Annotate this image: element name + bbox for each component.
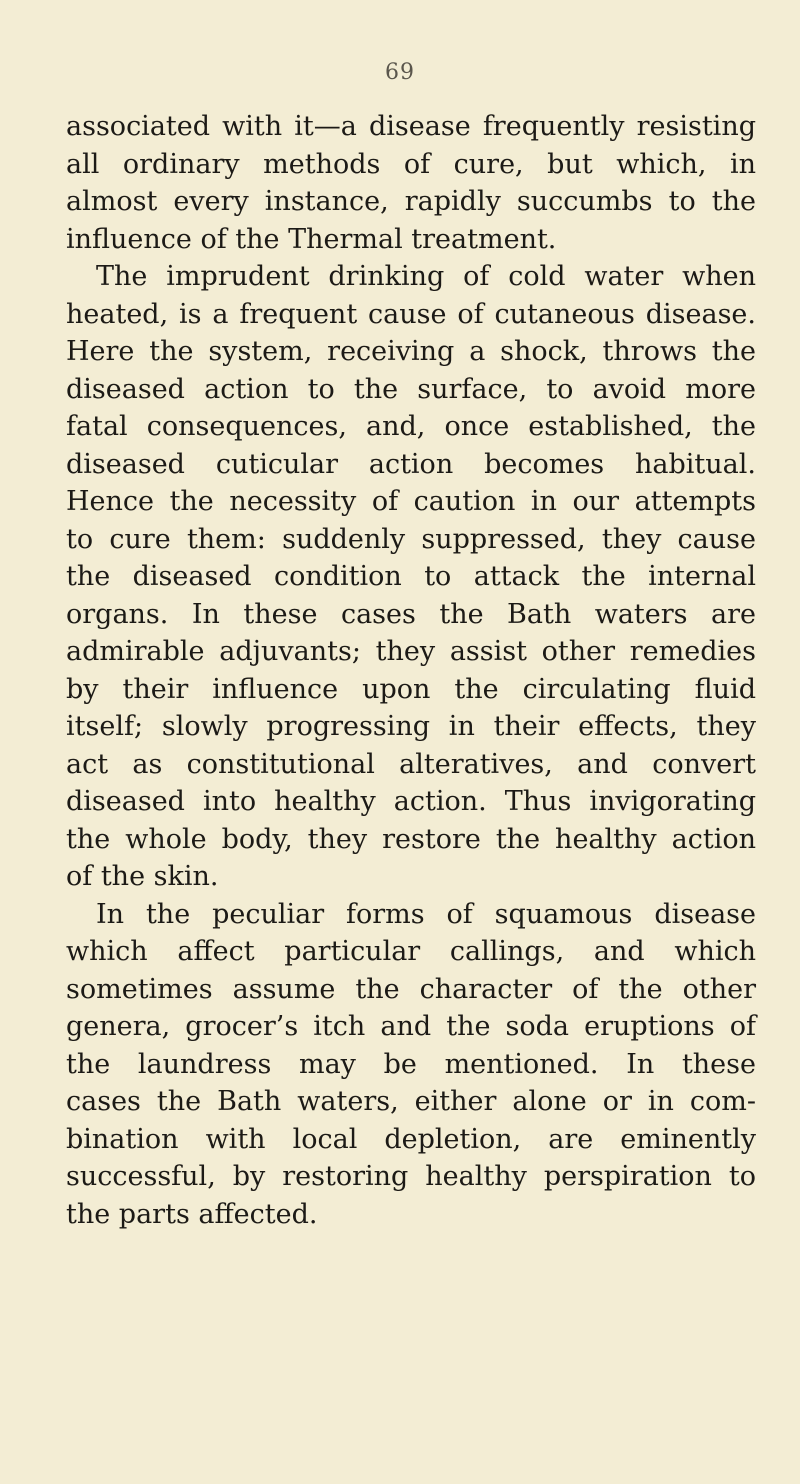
text-line: act as constitutional alteratives, and convert [66, 748, 756, 780]
text-line: heated, is a frequent cause of cutaneous disease. [66, 298, 756, 330]
text-line: of the skin. [66, 861, 219, 892]
text-line: all ordinary methods of cure, but which, in [66, 148, 756, 180]
text-line: diseased action to the surface, to avoid more [66, 373, 756, 405]
text-line: itself; slowly progressing in their effects, they [66, 711, 756, 742]
text-line: cases the Bath waters, either alone or in com- [66, 1086, 756, 1117]
text-line: the whole body, they restore the healthy action [66, 823, 756, 855]
page-number: 69 [385, 60, 415, 85]
text-line: associated with it—a disease frequently resisting [66, 111, 756, 142]
text-line: organs. In these cases the Bath waters are [66, 598, 756, 630]
text-line: almost every instance, rapidly succumbs to the [66, 186, 756, 217]
text-line: Hence the necessity of caution in our attempts [66, 486, 756, 517]
text-line: successful, by restoring healthy perspiration to [66, 1161, 756, 1192]
text-line: influence of the Thermal treatment. [66, 223, 557, 255]
text-line: the diseased condition to attack the internal [66, 561, 756, 592]
text-line: the parts affected. [66, 1198, 318, 1230]
text-line: bination with local depletion, are eminently [66, 1123, 756, 1155]
text-line: diseased cuticular action becomes habitual. [66, 448, 756, 480]
text-line: In the peculiar forms of squamous disease [96, 898, 756, 930]
text-line: diseased into healthy action. Thus invigorating [66, 786, 756, 817]
text-line: The imprudent drinking of cold water when [96, 261, 756, 292]
text-line: admirable adjuvants; they assist other remedies [66, 636, 756, 667]
text-line: fatal consequences, and, once established, the [66, 411, 756, 442]
text-line: sometimes assume the character of the other [66, 973, 756, 1005]
text-line: Here the system, receiving a shock, throws the [66, 336, 756, 367]
body-text [66, 108, 756, 1233]
text-line: to cure them: suddenly suppressed, they cause [66, 523, 756, 555]
text-line: by their influence upon the circulating fluid [66, 673, 756, 705]
text-line: which affect particular callings, and which [66, 936, 756, 967]
text-line: the laundress may be mentioned. In these [66, 1048, 756, 1080]
text-line: genera, grocer’s itch and the soda eruptions of [66, 1011, 756, 1042]
